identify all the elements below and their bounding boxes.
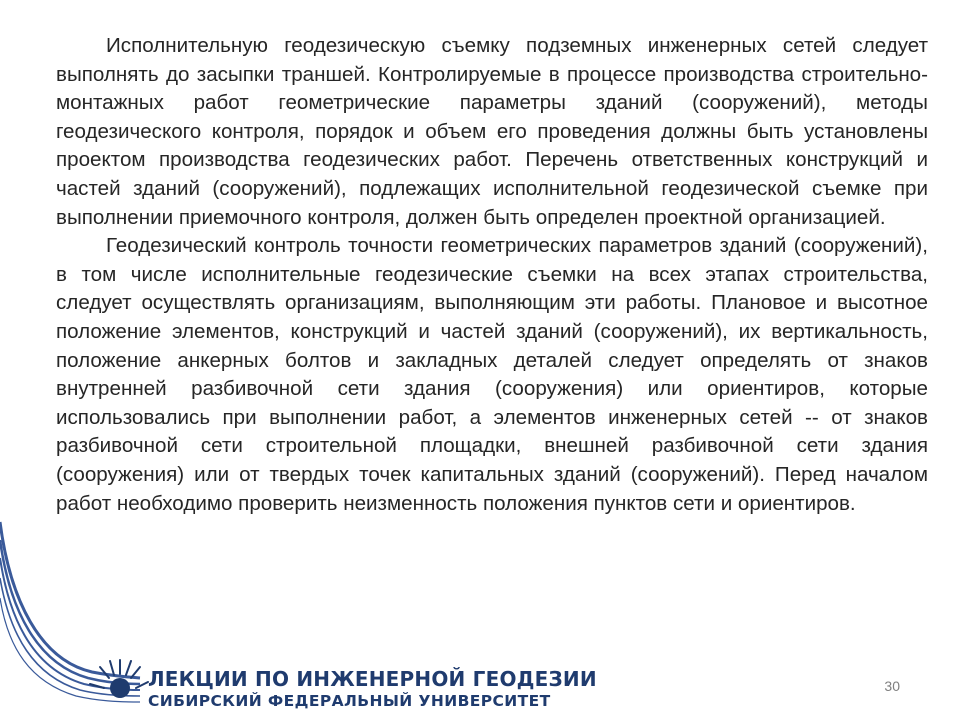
paragraph-2: Геодезический контроль точности геометрических параметров зданий (сооружений), в том числе исполнительные геодезические съемки на всех этапах строительства, следует осуществлять организациям, выполняющим эти работы. Плановое и высотное положение элементов, конструкций и частей зданий (сооружений), их вертикальность, положение анкерных болтов и закладных деталей следует определять от знаков внутренней разбивочной сети здания (сооружения) или ориентиров, которые использовались при выполнении работ, а элементов инженерных сетей -- от знаков разбивочной сети строительной площадки, внешней разбивочной сети здания (сооружения) или от твердых точек капитальных зданий (сооружений). Перед началом работ необходимо проверить неизменность положения пунктов сети и ориентиров. <box>56 234 928 515</box>
paragraph-1: Исполнительную геодезическую съемку подземных инженерных сетей следует выполнять до засыпки траншей. Контролируемые в процессе производства строительно-монтажных работ геометрические параметры зданий (сооружений), методы геодезического контроля, порядок и объем его проведения должны быть установлены проектом производства геодезических работ. Перечень ответственных конструкций и частей зданий (сооружений), подлежащих исполнительной геодезической съемке при выполнении приемочного контроля, должен быть определен проектной организацией. <box>56 34 928 229</box>
page-number: 30 <box>884 678 900 694</box>
footer-branding <box>148 667 597 711</box>
footer-subtitle: СИБИРСКИЙ ФЕДЕРАЛЬНЫЙ УНИВЕРСИТЕТ <box>148 692 551 710</box>
footer-title: ЛЕКЦИИ ПО ИНЖЕНЕРНОЙ ГЕОДЕЗИИ <box>148 667 597 691</box>
